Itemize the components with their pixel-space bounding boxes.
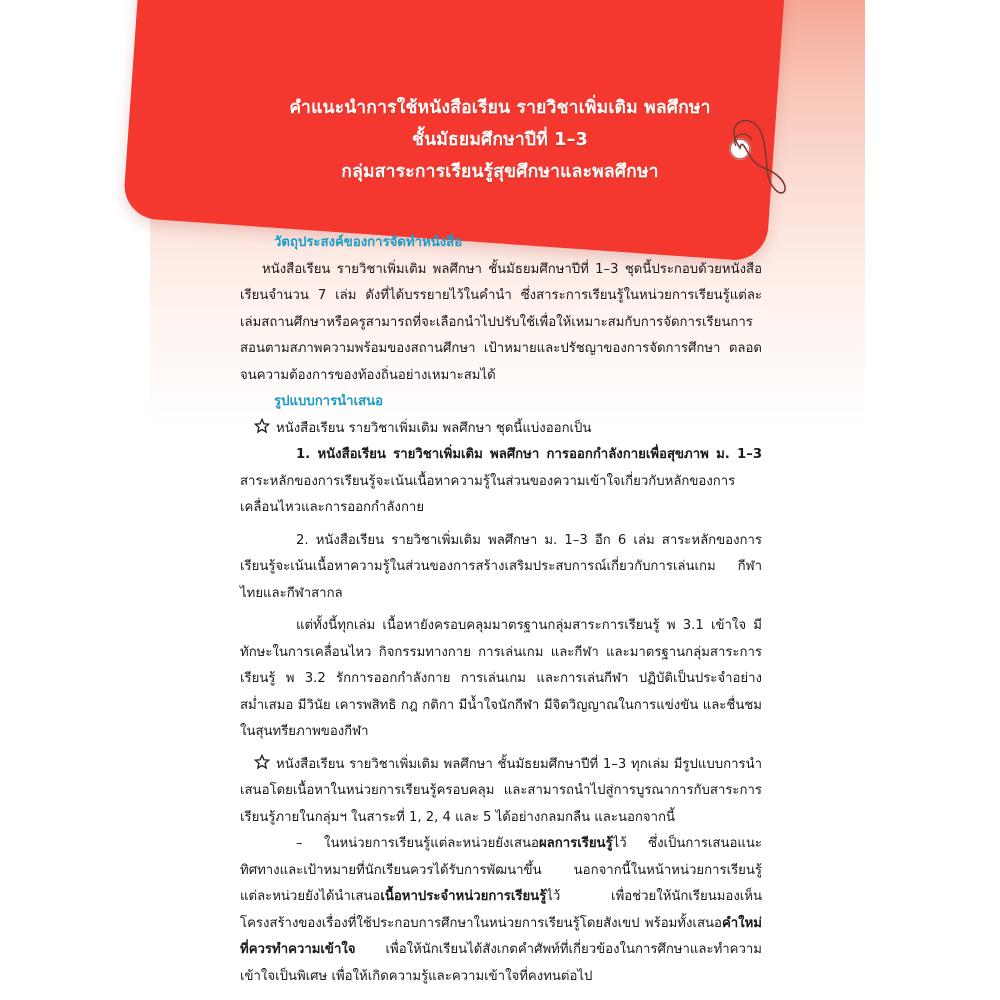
purpose-paragraph: หนังสือเรียน รายวิชาเพิ่มเติม พลศึกษา ชั้นมัธยมศึกษาปีที่ 1–3 ชุดนี้ประกอบด้วยหนังสือเรียนจำนวน 7 เล่ม ดังที่ได้บรรยายไว้ในคำนำ ซึ่งสาระการเรียนรู้ในหน่วยการเรียนรู้แต่ละเล่มสถานศึกษาหรือครูสามารถที่จะเลือกนำไปปรับใช้เพื่อให้เหมาะสมกับการจัดการเรียนการสอนตามสภาพความพร้อมของสถานศึกษา เป้าหมายและปรัชญาของการจัดการศึกษา ตลอดจนความต้องการของท้องถิ่นอย่างเหมาะสมได้ xyxy=(240,261,762,383)
title-line-1: คำแนะนำการใช้หนังสือเรียน รายวิชาเพิ่มเติม พลศึกษา xyxy=(289,98,711,118)
standards-paragraph: แต่ทั้งนี้ทุกเล่ม เนื้อหายังครอบคลุมมาตรฐานกลุ่มสาระการเรียนรู้ พ 3.1 เข้าใจ มีทักษะในการเคลื่อนไหว กิจกรรมทางกาย การเล่นเกม และกีฬา และมาตรฐานกลุ่มสาระการเรียนรู้ พ 3.2 รักการออกกำลังกาย การเล่นเกม และการเล่นกีฬา ปฏิบัติเป็นประจำอย่างสม่ำเสมอ มีวินัย เคารพสิทธิ กฎ กติกา มีน้ำใจนักกีฬา มีจิตวิญญาณในการแข่งขัน และชื่นชมในสุนทรียภาพของกีฬา xyxy=(240,618,762,739)
dash-text-2: ไว้ ซึ่งเป็นการเสนอแนะทิศทางและเป้าหมายที่นักเรียนควรได้รับการพัฒนาขึ้น นอกจากนี้ในหน้าหน่วยการเรียนรู้แต่ละหน่วยยังได้นำเสนอ xyxy=(240,836,762,904)
star-outline-icon xyxy=(254,754,270,770)
format-star-item-2 xyxy=(240,752,762,832)
item-1-title: 1. หนังสือเรียน รายวิชาเพิ่มเติม พลศึกษา การออกกำลังกายเพื่อสุขภาพ ม. 1–3 xyxy=(296,447,762,462)
dash-bold-2: เนื้อหาประจำหน่วยการเรียนรู้ xyxy=(380,889,547,904)
purpose-heading: วัตถุประสงค์ของการจัดทำหนังสือ xyxy=(274,235,463,250)
format-star-text-1: หนังสือเรียน รายวิชาเพิ่มเติม พลศึกษา ชุดนี้แบ่งออกเป็น xyxy=(276,420,592,436)
dash-text-1: – ในหน่วยการเรียนรู้แต่ละหน่วยยังเสนอ xyxy=(296,836,539,851)
dash-bold-3: คำใหม่ที่ควรทำความเข้าใจ xyxy=(240,915,762,957)
dash-text-4: เพื่อให้นักเรียนได้สังเกตคำศัพท์ที่เกี่ยวข้องในการศึกษาและทำความเข้าใจเป็นพิเศษ เพื่อให้เกิดความรู้และความเข้าใจที่คงทนต่อไป xyxy=(240,942,762,984)
document-body xyxy=(240,230,762,990)
dash-paragraph xyxy=(240,831,762,990)
title-line-3: กลุ่มสาระการเรียนรู้สุขศึกษาและพลศึกษา xyxy=(341,162,659,182)
item-1-text: สาระหลักของการเรียนรู้จะเน้นเนื้อหาความรู้ในส่วนของความเข้าใจเกี่ยวกับหลักของการเคลื่อนไหวและการออกกำลังกาย xyxy=(240,473,736,515)
page-title xyxy=(240,92,760,188)
format-heading: รูปแบบการนำเสนอ xyxy=(274,394,384,409)
star-outline-icon xyxy=(254,418,270,434)
format-star-item-1 xyxy=(240,416,762,443)
format-star-text-2: หนังสือเรียน รายวิชาเพิ่มเติม พลศึกษา ชั้นมัธยมศึกษาปีที่ 1–3 ทุกเล่ม มีรูปแบบการนำเสนอโดยเนื้อหาในหน่วยการเรียนรู้ครอบคลุม และสามารถนำไปสู่การบูรณาการกับสาระการเรียนรู้ภายในกลุ่มฯ ในสาระที่ 1, 2, 4 และ 5 ได้อย่างกลมกลืน และนอกจากนี้ xyxy=(240,756,762,825)
format-item-1 xyxy=(240,442,762,522)
dash-text-3: ไว้ เพื่อช่วยให้นักเรียนมองเห็นโครงสร้างของเรื่องที่ใช้ประกอบการศึกษาในหน่วยการเรียนรู้โดยสังเขป พร้อมทั้งเสนอ xyxy=(240,889,762,931)
format-item-2: 2. หนังสือเรียน รายวิชาเพิ่มเติม พลศึกษา ม. 1–3 อีก 6 เล่ม สาระหลักของการเรียนรู้จะเน้นเนื้อหาความรู้ในส่วนของการสร้างเสริมประสบการณ์เกี่ยวกับการเล่นเกม กีฬาไทยและกีฬาสากล xyxy=(240,532,762,601)
title-line-2: ชั้นมัธยมศึกษาปีที่ 1–3 xyxy=(412,130,588,150)
dash-bold-1: ผลการเรียนรู้ xyxy=(538,836,613,851)
